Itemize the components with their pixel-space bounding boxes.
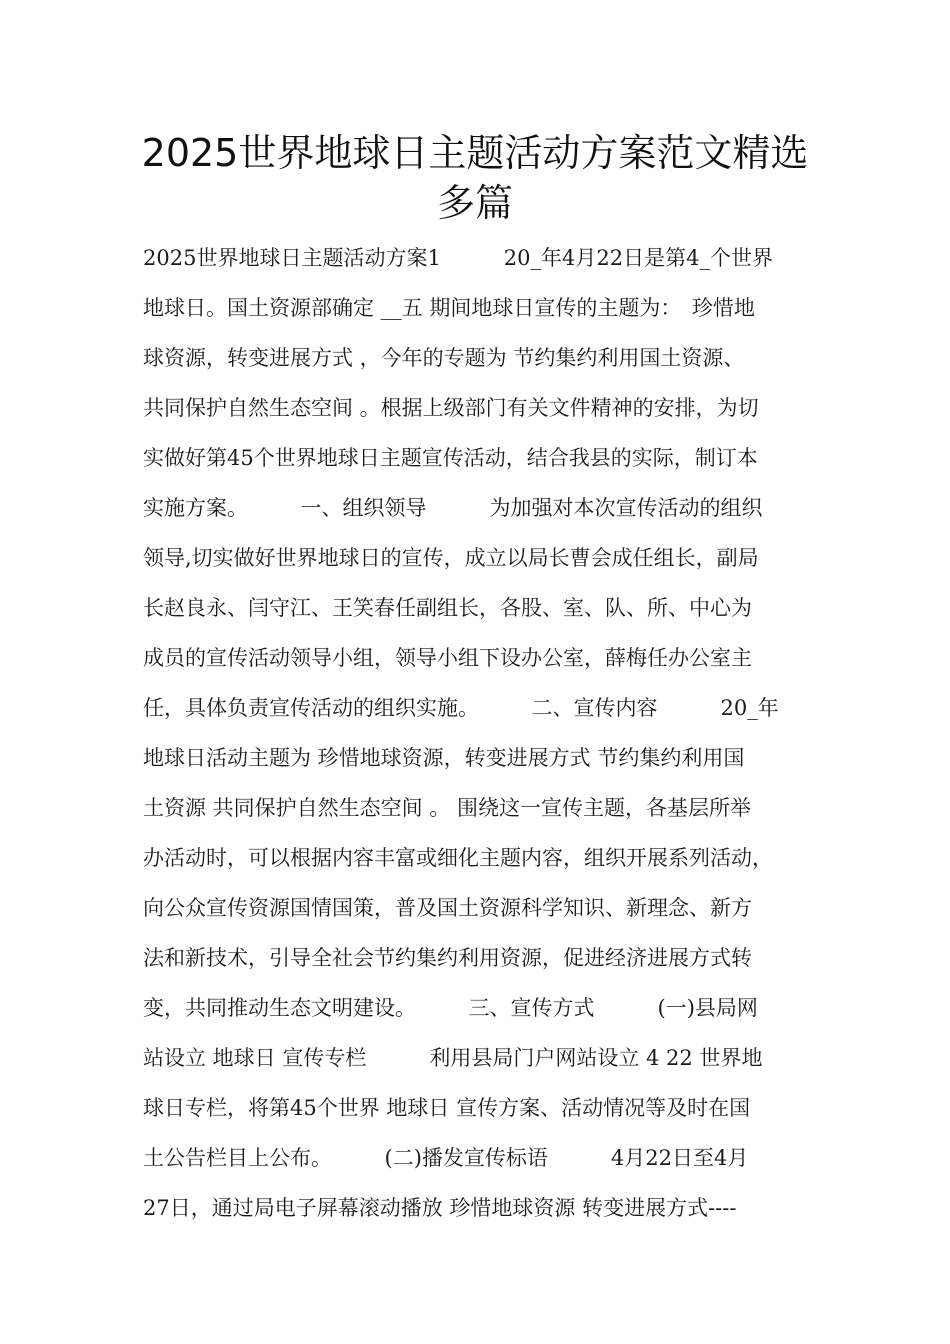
body-line: 成员的宣传活动领导小组，领导小组下设办公室，薛梅任办公室主: [143, 646, 752, 670]
body-line: 实施方案。 一、组织领导 为加强对本次宣传活动的组织: [143, 496, 763, 520]
body-line: 共同保护自然生态空间 。根据上级部门有关文件精神的安排，为切: [143, 396, 759, 420]
document-body: [143, 233, 808, 1233]
body-line: 地球日活动主题为 珍惜地球资源，转变进展方式 节约集约利用国: [143, 746, 745, 770]
title-line-2: 多篇: [436, 181, 513, 225]
body-line: 领导,切实做好世界地球日的宣传，成立以局长曹会成任组长，副局: [143, 546, 759, 570]
body-line: 法和新技术，引导全社会节约集约利用资源，促进经济进展方式转: [143, 946, 752, 970]
body-line: 任，具体负责宣传活动的组织实施。 二、宣传内容 20_年: [143, 696, 779, 720]
body-line: 变，共同推动生态文明建设。 三、宣传方式 (一)县局网: [143, 996, 758, 1020]
body-line: 实做好第45个世界地球日主题宣传活动，结合我县的实际，制订本: [143, 446, 758, 470]
body-line: 站设立 地球日 宣传专栏 利用县局门户网站设立 4 22 世界地: [143, 1046, 763, 1070]
body-line: 2025世界地球日主题活动方案1 20_年4月22日是第4_个世界: [143, 246, 773, 270]
body-line: 球日专栏，将第45个世界 地球日 宣传方案、活动情况等及时在国: [143, 1096, 751, 1120]
body-line: 球资源，转变进展方式 ，今年的专题为 节约集约利用国土资源、: [143, 346, 745, 370]
body-line: 办活动时，可以根据内容丰富或细化主题内容，组织开展系列活动，: [143, 846, 773, 870]
body-line: 长赵良永、闫守江、王笑春任副组长，各股、室、队、所、中心为: [143, 596, 752, 620]
body-line: 27日，通过局电子屏幕滚动播放 珍惜地球资源 转变进展方式----: [143, 1196, 737, 1220]
body-line: 向公众宣传资源国情国策，普及国土资源科学知识、新理念、新方: [143, 896, 752, 920]
body-line: 地球日。国土资源部确定 __五 期间地球日宣传的主题为： 珍惜地: [143, 296, 755, 320]
title-line-1: 2025世界地球日主题活动方案范文精选: [141, 131, 809, 175]
document-title: [120, 128, 830, 228]
body-line: 土资源 共同保护自然生态空间 。 围绕这一宣传主题，各基层所举: [143, 796, 752, 820]
body-line: 土公告栏目上公布。 (二)播发宣传标语 4月22日至4月: [143, 1146, 749, 1170]
